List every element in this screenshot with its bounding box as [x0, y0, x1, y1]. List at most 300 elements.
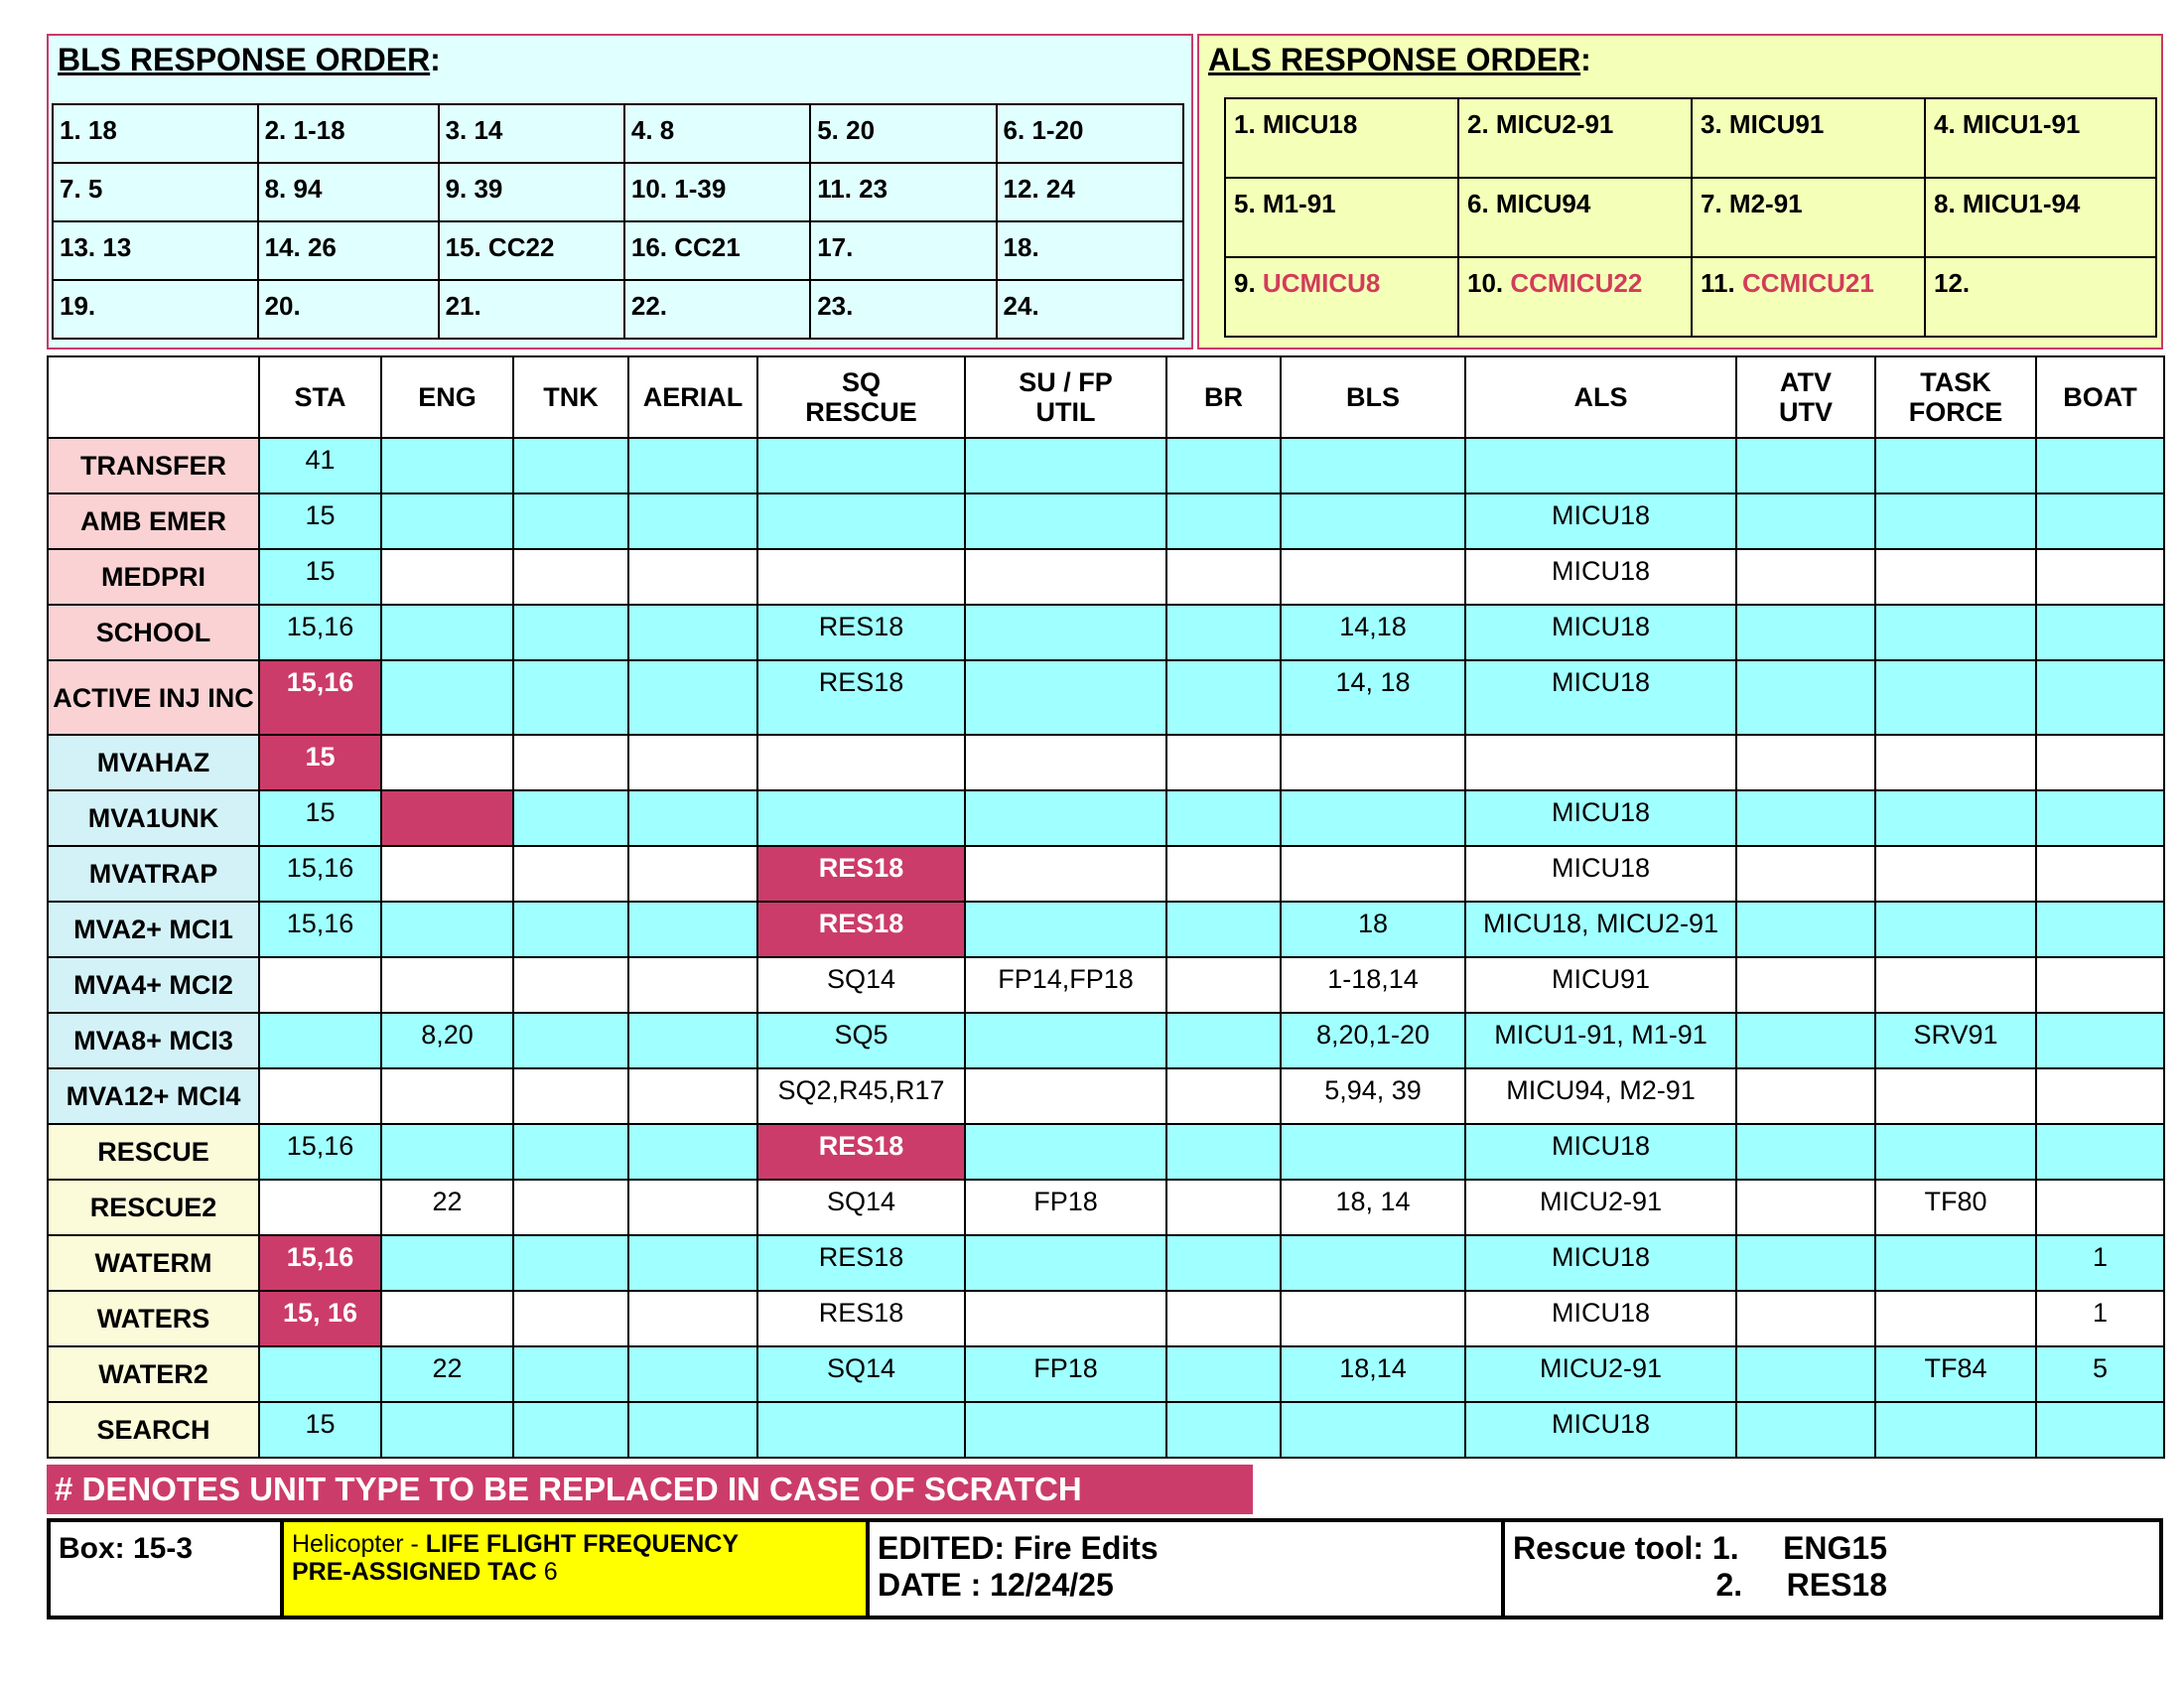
als-order-cell [1458, 178, 1692, 257]
matrix-cell: 18 [1281, 902, 1465, 957]
matrix-cell [628, 1124, 757, 1180]
als-order-cell [1925, 98, 2156, 178]
matrix-cell: 18, 14 [1281, 1180, 1465, 1235]
bls-order-row [53, 280, 1183, 339]
matrix-cell [1736, 902, 1875, 957]
matrix-cell [2036, 1068, 2164, 1124]
matrix-cell [965, 1068, 1166, 1124]
matrix-cell [965, 735, 1166, 790]
matrix-cell: 15,16 [259, 902, 381, 957]
als-order-number: 5. [1234, 189, 1263, 218]
matrix-cell [1736, 493, 1875, 549]
matrix-cell [628, 846, 757, 902]
matrix-cell [1875, 1291, 2036, 1346]
matrix-cell [1875, 957, 2036, 1013]
matrix-cell: SQ14 [757, 1346, 965, 1402]
matrix-cell [1465, 735, 1736, 790]
matrix-cell [1281, 1235, 1465, 1291]
matrix-cell [2036, 660, 2164, 735]
matrix-cell: SRV91 [1875, 1013, 2036, 1068]
row-label: MVA12+ MCI4 [48, 1068, 259, 1124]
matrix-cell: TF80 [1875, 1180, 2036, 1235]
matrix-cell [1736, 1068, 1875, 1124]
matrix-cell [513, 1291, 628, 1346]
scratch-legend: # DENOTES UNIT TYPE TO BE REPLACED IN CASE OF SCRATCH [47, 1465, 1253, 1514]
als-order-row [1225, 257, 2156, 337]
als-order-number: 3. [1701, 109, 1729, 139]
matrix-cell: 15 [259, 790, 381, 846]
matrix-cell [513, 790, 628, 846]
column-header: ENG [381, 356, 513, 438]
als-order-unit: MICU18 [1262, 109, 1358, 139]
bls-order-cell: 6. 1-20 [997, 104, 1183, 163]
matrix-cell: MICU1-91, M1-91 [1465, 1013, 1736, 1068]
matrix-cell [1166, 660, 1281, 735]
matrix-cell [381, 1291, 513, 1346]
matrix-cell: 15,16 [259, 1235, 381, 1291]
helicopter-info: Helicopter - LIFE FLIGHT FREQUENCY PRE-ASSIGNED TAC 6 [284, 1522, 870, 1616]
matrix-row [48, 902, 2164, 957]
matrix-cell: 15,16 [259, 605, 381, 660]
matrix-cell: MICU18 [1465, 1291, 1736, 1346]
row-label: MVATRAP [48, 846, 259, 902]
als-order-cell [1458, 257, 1692, 337]
matrix-cell [628, 493, 757, 549]
matrix-cell: 8,20 [381, 1013, 513, 1068]
als-order-grid [1224, 97, 2157, 338]
matrix-cell: MICU18 [1465, 1402, 1736, 1458]
als-order-unit: M2-91 [1728, 189, 1803, 218]
matrix-cell: 15,16 [259, 1124, 381, 1180]
als-order-number: 2. [1467, 109, 1496, 139]
matrix-cell [1875, 660, 2036, 735]
matrix-cell [513, 957, 628, 1013]
matrix-cell [1875, 846, 2036, 902]
row-label: MVA1UNK [48, 790, 259, 846]
matrix-cell [1875, 902, 2036, 957]
matrix-cell [1736, 1402, 1875, 1458]
bls-order-cell: 17. [810, 221, 996, 280]
bls-order-cell: 14. 26 [258, 221, 439, 280]
bls-order-cell: 18. [997, 221, 1183, 280]
matrix-cell [381, 1235, 513, 1291]
matrix-cell [757, 438, 965, 493]
matrix-cell [628, 1180, 757, 1235]
matrix-cell [2036, 438, 2164, 493]
matrix-cell [1281, 735, 1465, 790]
matrix-cell: 5,94, 39 [1281, 1068, 1465, 1124]
als-order-cell [1225, 178, 1458, 257]
matrix-cell [513, 1402, 628, 1458]
matrix-cell [1166, 957, 1281, 1013]
als-order-number: 11. [1701, 268, 1742, 298]
bls-order-cell: 23. [810, 280, 996, 339]
matrix-cell: 15, 16 [259, 1291, 381, 1346]
als-order-unit: CCMICU22 [1510, 268, 1643, 298]
matrix-cell: 15,16 [259, 660, 381, 735]
matrix-cell [259, 1346, 381, 1402]
matrix-cell [1736, 1346, 1875, 1402]
matrix-cell [381, 846, 513, 902]
matrix-cell [1166, 1402, 1281, 1458]
matrix-cell [757, 1402, 965, 1458]
matrix-cell [513, 735, 628, 790]
als-order-row [1225, 178, 2156, 257]
matrix-cell [2036, 902, 2164, 957]
row-label: RESCUE [48, 1124, 259, 1180]
bls-order-cell: 22. [624, 280, 810, 339]
matrix-cell [1875, 1124, 2036, 1180]
matrix-cell [1166, 1068, 1281, 1124]
matrix-cell [757, 549, 965, 605]
matrix-row [48, 957, 2164, 1013]
matrix-cell [1736, 549, 1875, 605]
column-header: BR [1166, 356, 1281, 438]
matrix-cell: 14, 18 [1281, 660, 1465, 735]
matrix-cell [2036, 1124, 2164, 1180]
matrix-row [48, 790, 2164, 846]
matrix-row [48, 1180, 2164, 1235]
matrix-cell: 15,16 [259, 846, 381, 902]
matrix-cell: MICU18 [1465, 549, 1736, 605]
matrix-cell: SQ14 [757, 1180, 965, 1235]
als-response-order [1197, 34, 2163, 350]
matrix-cell [1166, 605, 1281, 660]
matrix-cell: MICU94, M2-91 [1465, 1068, 1736, 1124]
als-order-number: 1. [1234, 109, 1263, 139]
column-header: SQ RESCUE [757, 356, 965, 438]
matrix-cell [628, 605, 757, 660]
matrix-cell [2036, 605, 2164, 660]
matrix-cell [513, 902, 628, 957]
matrix-cell: MICU18 [1465, 846, 1736, 902]
matrix-cell [965, 1402, 1166, 1458]
matrix-cell [628, 1291, 757, 1346]
als-order-unit: MICU91 [1728, 109, 1825, 139]
bls-order-cell: 20. [258, 280, 439, 339]
matrix-cell [965, 790, 1166, 846]
bls-order-cell: 9. 39 [439, 163, 624, 221]
matrix-cell [381, 549, 513, 605]
matrix-cell [1736, 660, 1875, 735]
matrix-cell [1875, 605, 2036, 660]
matrix-cell: MICU18 [1465, 790, 1736, 846]
als-order-number: 8. [1934, 189, 1963, 218]
bls-order-cell: 10. 1-39 [624, 163, 810, 221]
matrix-cell [628, 660, 757, 735]
matrix-cell: RES18 [757, 846, 965, 902]
box-number: Box: 15-3 [51, 1522, 284, 1616]
bls-order-cell: 3. 14 [439, 104, 624, 163]
matrix-cell [1875, 790, 2036, 846]
matrix-cell [1736, 846, 1875, 902]
row-label: SCHOOL [48, 605, 259, 660]
als-order-cell [1925, 178, 2156, 257]
matrix-cell [1875, 549, 2036, 605]
matrix-cell [1281, 493, 1465, 549]
als-order-unit: CCMICU21 [1741, 268, 1874, 298]
matrix-cell: 41 [259, 438, 381, 493]
als-order-cell [1458, 98, 1692, 178]
bls-order-cell: 11. 23 [810, 163, 996, 221]
matrix-cell [1875, 1402, 2036, 1458]
matrix-cell: 15 [259, 735, 381, 790]
matrix-cell [1166, 846, 1281, 902]
als-order-number: 4. [1934, 109, 1963, 139]
matrix-cell [1166, 1346, 1281, 1402]
matrix-cell [2036, 846, 2164, 902]
row-label: MVAHAZ [48, 735, 259, 790]
bls-order-cell: 4. 8 [624, 104, 810, 163]
matrix-cell [381, 660, 513, 735]
bls-title: BLS RESPONSE ORDER: [58, 42, 441, 77]
matrix-cell [1166, 902, 1281, 957]
matrix-cell [1736, 790, 1875, 846]
column-header: TNK [513, 356, 628, 438]
row-label: WATERS [48, 1291, 259, 1346]
als-order-unit: MICU94 [1495, 189, 1591, 218]
matrix-cell [1166, 790, 1281, 846]
matrix-cell [1736, 1013, 1875, 1068]
row-label: ACTIVE INJ INC [48, 660, 259, 735]
matrix-cell: MICU2-91 [1465, 1346, 1736, 1402]
column-header: SU / FP UTIL [965, 356, 1166, 438]
als-order-number: 9. [1234, 268, 1263, 298]
als-order-cell [1692, 257, 1925, 337]
matrix-row [48, 1291, 2164, 1346]
rescue-tool: Rescue tool: 1. ENG15 2. RES18 [1513, 1530, 1888, 1603]
als-order-row [1225, 98, 2156, 178]
column-header: STA [259, 356, 381, 438]
matrix-cell: RES18 [757, 660, 965, 735]
matrix-cell [1166, 438, 1281, 493]
matrix-cell: 5 [2036, 1346, 2164, 1402]
bls-order-cell: 21. [439, 280, 624, 339]
als-order-unit: UCMICU8 [1262, 268, 1381, 298]
row-label: WATERM [48, 1235, 259, 1291]
als-order-unit: MICU1-91 [1962, 109, 2081, 139]
als-order-number: 6. [1467, 189, 1496, 218]
matrix-cell [965, 660, 1166, 735]
matrix-cell [2036, 790, 2164, 846]
matrix-cell [628, 902, 757, 957]
matrix-cell [1736, 438, 1875, 493]
matrix-cell: TF84 [1875, 1346, 2036, 1402]
matrix-cell [1281, 1402, 1465, 1458]
column-header: ALS [1465, 356, 1736, 438]
matrix-cell: 15 [259, 549, 381, 605]
row-label: RESCUE2 [48, 1180, 259, 1235]
bls-order-cell: 8. 94 [258, 163, 439, 221]
bls-order-cell: 19. [53, 280, 258, 339]
column-header: BOAT [2036, 356, 2164, 438]
footer [47, 1518, 2163, 1619]
matrix-cell [628, 1068, 757, 1124]
matrix-cell [2036, 1402, 2164, 1458]
matrix-row [48, 549, 2164, 605]
matrix-cell [1281, 1291, 1465, 1346]
bls-order-cell: 7. 5 [53, 163, 258, 221]
matrix-cell [628, 1013, 757, 1068]
matrix-cell [1166, 493, 1281, 549]
column-header: TASK FORCE [1875, 356, 2036, 438]
matrix-cell [1166, 735, 1281, 790]
matrix-cell [381, 493, 513, 549]
matrix-header-row [48, 356, 2164, 438]
matrix-cell: MICU18 [1465, 660, 1736, 735]
matrix-cell [1875, 493, 2036, 549]
response-matrix [47, 355, 2165, 1459]
matrix-cell [381, 902, 513, 957]
matrix-row [48, 660, 2164, 735]
row-label: WATER2 [48, 1346, 259, 1402]
matrix-cell: 18,14 [1281, 1346, 1465, 1402]
als-order-unit: MICU1-94 [1962, 189, 2081, 218]
als-order-cell [1692, 178, 1925, 257]
matrix-cell [513, 1124, 628, 1180]
matrix-cell [965, 902, 1166, 957]
matrix-cell [381, 605, 513, 660]
matrix-cell [1281, 846, 1465, 902]
bls-response-order [47, 34, 1193, 350]
matrix-cell [1281, 438, 1465, 493]
als-order-number: 12. [1934, 268, 1971, 298]
matrix-cell: MICU18 [1465, 1235, 1736, 1291]
matrix-cell [2036, 549, 2164, 605]
matrix-cell [628, 735, 757, 790]
matrix-cell [381, 790, 513, 846]
matrix-cell: 15 [259, 1402, 381, 1458]
matrix-cell [757, 790, 965, 846]
matrix-row [48, 1068, 2164, 1124]
matrix-row [48, 1402, 2164, 1458]
matrix-row [48, 605, 2164, 660]
matrix-cell: MICU91 [1465, 957, 1736, 1013]
als-order-cell [1225, 257, 1458, 337]
row-label: MVA8+ MCI3 [48, 1013, 259, 1068]
matrix-cell [1166, 1124, 1281, 1180]
matrix-cell: 14,18 [1281, 605, 1465, 660]
matrix-cell [513, 1013, 628, 1068]
row-label: TRANSFER [48, 438, 259, 493]
matrix-cell: FP18 [965, 1346, 1166, 1402]
matrix-cell [381, 957, 513, 1013]
matrix-cell [381, 735, 513, 790]
matrix-row [48, 1013, 2164, 1068]
column-header: BLS [1281, 356, 1465, 438]
column-header [48, 356, 259, 438]
matrix-cell [628, 549, 757, 605]
matrix-cell: FP14,FP18 [965, 957, 1166, 1013]
matrix-cell: 8,20,1-20 [1281, 1013, 1465, 1068]
als-order-number: 7. [1701, 189, 1729, 218]
als-title: ALS RESPONSE ORDER: [1208, 42, 1591, 77]
matrix-cell [965, 549, 1166, 605]
matrix-cell [628, 1346, 757, 1402]
matrix-cell [1166, 1180, 1281, 1235]
matrix-cell [259, 957, 381, 1013]
als-order-unit: M1-91 [1262, 189, 1336, 218]
matrix-cell [965, 1291, 1166, 1346]
matrix-cell [259, 1068, 381, 1124]
matrix-cell [381, 1402, 513, 1458]
bls-order-cell: 24. [997, 280, 1183, 339]
als-order-cell [1692, 98, 1925, 178]
matrix-cell: SQ5 [757, 1013, 965, 1068]
matrix-cell [757, 493, 965, 549]
matrix-cell [513, 1346, 628, 1402]
matrix-cell: FP18 [965, 1180, 1166, 1235]
matrix-cell [1281, 1124, 1465, 1180]
matrix-cell [628, 957, 757, 1013]
matrix-row [48, 438, 2164, 493]
bls-order-row [53, 221, 1183, 280]
matrix-cell: MICU18 [1465, 1124, 1736, 1180]
matrix-cell: MICU2-91 [1465, 1180, 1736, 1235]
als-order-cell [1925, 257, 2156, 337]
matrix-cell [628, 1235, 757, 1291]
column-header: ATV UTV [1736, 356, 1875, 438]
matrix-cell [965, 605, 1166, 660]
edit-info [870, 1522, 1505, 1616]
edited-by: EDITED: Fire Edits [878, 1530, 1159, 1566]
bls-order-grid [52, 103, 1184, 340]
bls-order-row [53, 163, 1183, 221]
matrix-cell [757, 735, 965, 790]
matrix-cell: RES18 [757, 605, 965, 660]
matrix-cell [1465, 438, 1736, 493]
matrix-cell [1166, 1235, 1281, 1291]
matrix-cell [628, 438, 757, 493]
matrix-cell [965, 1235, 1166, 1291]
als-order-unit: MICU2-91 [1495, 109, 1614, 139]
matrix-cell: RES18 [757, 902, 965, 957]
column-header: AERIAL [628, 356, 757, 438]
matrix-cell [513, 1180, 628, 1235]
matrix-cell: 1 [2036, 1291, 2164, 1346]
matrix-cell [513, 660, 628, 735]
matrix-cell: MICU18 [1465, 493, 1736, 549]
matrix-cell [1736, 1124, 1875, 1180]
row-label: AMB EMER [48, 493, 259, 549]
matrix-cell: 22 [381, 1180, 513, 1235]
matrix-cell: 15 [259, 493, 381, 549]
row-label: MVA4+ MCI2 [48, 957, 259, 1013]
matrix-cell: RES18 [757, 1124, 965, 1180]
matrix-cell [513, 493, 628, 549]
bls-order-row [53, 104, 1183, 163]
matrix-cell: RES18 [757, 1235, 965, 1291]
matrix-cell [513, 1235, 628, 1291]
bls-order-cell: 16. CC21 [624, 221, 810, 280]
matrix-cell [381, 438, 513, 493]
matrix-cell [1281, 549, 1465, 605]
bls-order-cell: 13. 13 [53, 221, 258, 280]
matrix-cell [259, 1013, 381, 1068]
matrix-cell [2036, 1180, 2164, 1235]
matrix-cell: SQ2,R45,R17 [757, 1068, 965, 1124]
matrix-cell [513, 438, 628, 493]
matrix-cell [513, 549, 628, 605]
matrix-cell: 1-18,14 [1281, 957, 1465, 1013]
matrix-cell [381, 1124, 513, 1180]
matrix-cell [381, 1068, 513, 1124]
matrix-cell: SQ14 [757, 957, 965, 1013]
matrix-row [48, 735, 2164, 790]
matrix-cell [1166, 1291, 1281, 1346]
matrix-cell [965, 1013, 1166, 1068]
matrix-cell [1736, 957, 1875, 1013]
